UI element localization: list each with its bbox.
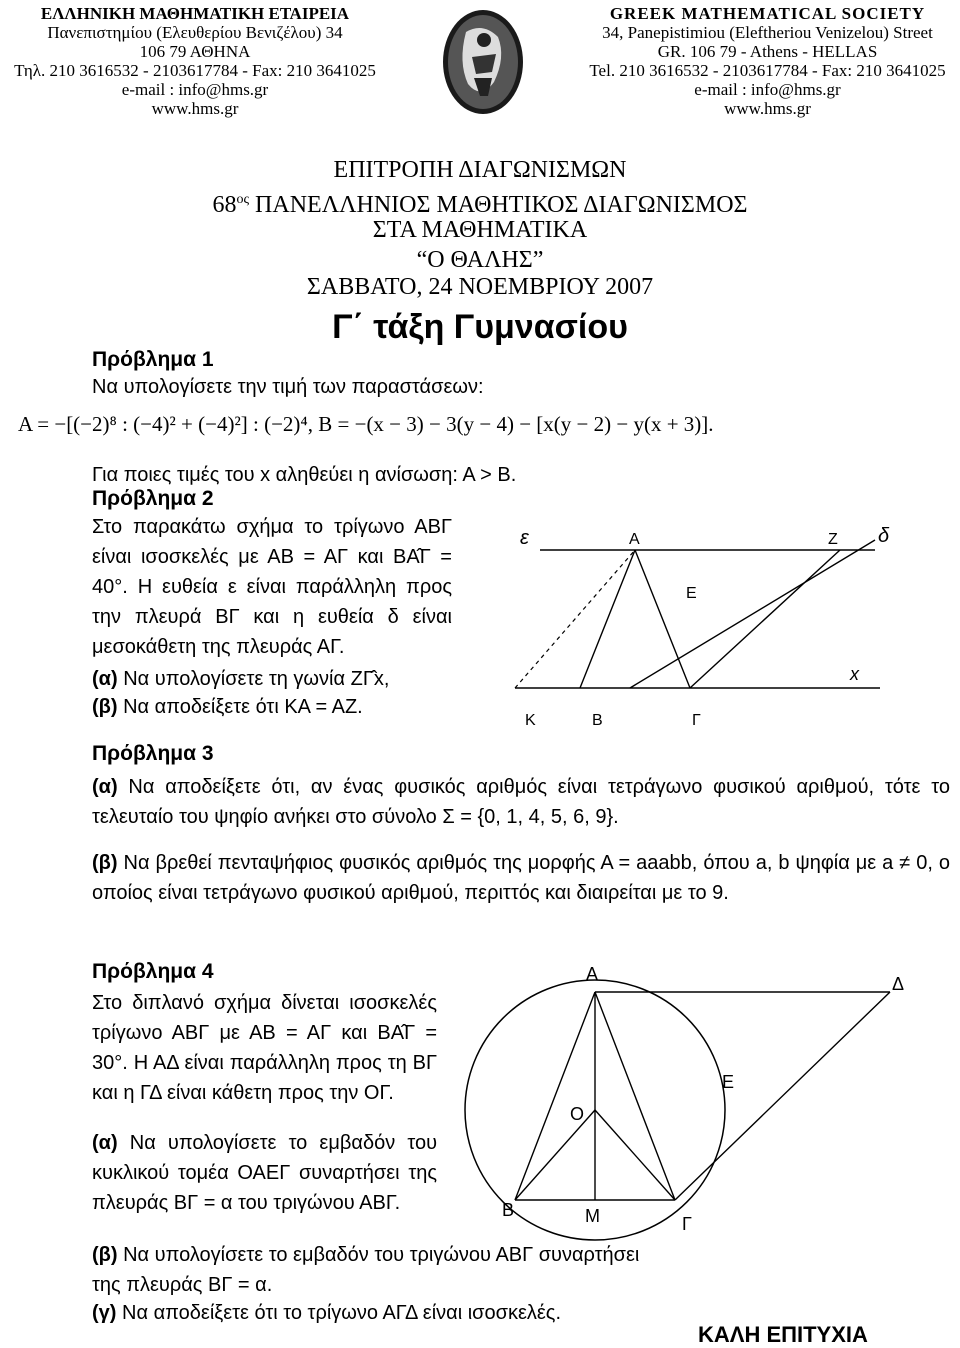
- problem2-part-a: [92, 664, 492, 694]
- part-b-label: (β): [92, 1244, 118, 1266]
- label-g: Γ: [682, 1214, 692, 1234]
- label-k: Κ: [525, 712, 536, 729]
- line-ka-dashed: [515, 550, 635, 688]
- line-ab: [580, 550, 635, 688]
- problem3-heading: Πρόβλημα 3: [92, 742, 214, 765]
- part-b-text: Να αποδείξετε ότι ΚΑ = ΑΖ.: [123, 696, 363, 718]
- label-a: Α: [629, 531, 640, 548]
- label-m: Μ: [585, 1206, 600, 1226]
- label-e: Ε: [722, 1072, 735, 1092]
- label-b: Β: [502, 1200, 515, 1220]
- part-c-label: (γ): [92, 1302, 117, 1324]
- line-ag: [595, 992, 675, 1200]
- label-o: Ο: [570, 1104, 585, 1124]
- address-greek: Πανεπιστημίου (Ελευθερίου Βενιζέλου) 34: [47, 23, 343, 42]
- label-a: Α: [586, 964, 599, 984]
- part-a-text: Να αποδείξετε ότι, αν ένας φυσικός αριθμός είναι τετράγωνο φυσικού αριθμού, τότε το τελευταίο του ψηφίο ανήκει στο σύνολο Σ = {0, 1, 4, 5, 6, 9}.: [92, 776, 950, 828]
- line-ag: [635, 550, 690, 688]
- problem1-question: Για ποιες τιμές του x αληθεύει η ανίσωση: Α > Β.: [92, 464, 517, 486]
- line-gd: [675, 992, 890, 1200]
- org-name-english: GREEK MATHEMATICAL SOCIETY: [609, 4, 926, 23]
- line-delta: [630, 540, 875, 688]
- competition-name: ΠΑΝΕΛΛΗΝΙΟΣ ΜΑΘΗΤΙΚΟΣ ΔΙΑΓΩΝΙΣΜΟΣ: [249, 192, 748, 218]
- line-og: [595, 1110, 675, 1200]
- society-logo: [436, 2, 531, 122]
- label-x: x: [850, 664, 859, 684]
- header-right: [575, 4, 960, 118]
- part-c-text: Να αποδείξετε ότι το τρίγωνο ΑΓΔ είναι ισοσκελές.: [122, 1302, 561, 1324]
- thales-title: “Ο ΘΑΛΗΣ”: [416, 247, 544, 273]
- grade-title: Γ΄ τάξη Γυμνασίου: [332, 308, 628, 346]
- problem2-figure: [500, 520, 920, 735]
- problem3-part-b: [92, 848, 950, 908]
- ordinal-suffix: ος: [236, 192, 250, 207]
- competition-number: 68: [212, 192, 237, 218]
- subject-title: ΣΤΑ ΜΑΘΗΜΑΤΙΚΑ: [372, 217, 588, 243]
- part-b-text: Να υπολογίσετε το εμβαδόν του τριγώνου ΑΒΓ συναρτήσει της πλευράς ΒΓ = α.: [92, 1244, 640, 1296]
- problem4-part-a: [92, 1128, 437, 1218]
- part-b-label: (β): [92, 696, 118, 718]
- problem4-text: Στο διπλανό σχήμα δίνεται ισοσκελές τρίγωνο ΑΒΓ με ΑΒ = ΑΓ και ΒΑ̂Γ = 30°. Η ΑΔ είναι παράλληλη προς τη ΒΓ και η ΓΔ είναι κάθετη προς την ΟΓ.: [92, 992, 437, 1104]
- problem4-figure: [440, 960, 950, 1250]
- city-english: GR. 106 79 - Athens - HELLAS: [657, 42, 878, 61]
- label-z: Ζ: [828, 531, 838, 548]
- email-english: e-mail : info@hms.gr: [694, 80, 841, 99]
- part-b-text: Να βρεθεί πενταψήφιος φυσικός αριθμός της μορφής Α = aaabb, όπου a, b ψηφία με a ≠ 0, ο οποίος είναι τετράγωνο φυσικού αριθμού, περιττός και διαιρείται με το 9.: [92, 852, 950, 904]
- problem2-text: Στο παρακάτω σχήμα το τρίγωνο ΑΒΓ είναι ισοσκελές με ΑΒ = ΑΓ και ΒΑ̂Γ = 40°. Η ευθεία ε είναι παράλληλη προς την πλευρά ΒΓ και η ευθεία δ είναι μεσοκάθετη της πλευράς ΑΓ.: [92, 516, 452, 658]
- header-left: [0, 4, 390, 118]
- problem4-heading: Πρόβλημα 4: [92, 960, 214, 983]
- org-name-greek: ΕΛΛΗΝΙΚΗ ΜΑΘΗΜΑΤΙΚΗ ΕΤΑΙΡΕΙΑ: [40, 4, 350, 23]
- problem2-heading: Πρόβλημα 2: [92, 487, 214, 510]
- part-a-label: (α): [92, 668, 118, 690]
- problem4-part-c: [92, 1298, 692, 1328]
- date-title: ΣΑΒΒΑΤΟ, 24 ΝΟΕΜΒΡΙΟΥ 2007: [306, 274, 654, 300]
- line-gz: [690, 550, 840, 688]
- good-luck: ΚΑΛΗ ΕΠΙΤΥΧΙΑ: [698, 1322, 868, 1347]
- part-b-label: (β): [92, 852, 118, 874]
- committee-title: ΕΠΙΤΡΟΠΗ ΔΙΑΓΩΝΙΣΜΩΝ: [333, 157, 627, 183]
- label-e: Ε: [686, 585, 697, 602]
- problem2-part-b: [92, 692, 492, 722]
- line-ab: [515, 992, 595, 1200]
- city-greek: 106 79 ΑΘΗΝΑ: [139, 42, 251, 61]
- problem1-expression: Α = −[(−2)⁸ : (−4)² + (−4)²] : (−2)⁴, Β = −(x − 3) − 3(y − 4) − [x(y − 2) − y(x + 3)].: [18, 412, 714, 436]
- label-delta: δ: [878, 525, 890, 547]
- part-a-text: Να υπολογίσετε τη γωνία ΖΓ̂x,: [123, 668, 390, 690]
- email-greek: e-mail : info@hms.gr: [121, 80, 269, 99]
- web-greek: www.hms.gr: [151, 99, 239, 118]
- problem1-heading: Πρόβλημα 1: [92, 348, 214, 371]
- phone-greek: Τηλ. 210 3616532 - 2103617784 - Fax: 210 3641025: [14, 61, 376, 80]
- address-english: 34, Panepistimiou (Eleftheriou Venizelou) Street: [602, 23, 933, 42]
- web-english: www.hms.gr: [724, 99, 811, 118]
- phone-english: Tel. 210 3616532 - 2103617784 - Fax: 210 3641025: [589, 61, 946, 80]
- label-eps: ε: [520, 527, 529, 549]
- part-a-label: (α): [92, 1132, 118, 1154]
- label-d: Δ: [892, 974, 905, 994]
- problem3-part-a: [92, 772, 950, 832]
- part-a-label: (α): [92, 776, 118, 798]
- label-b: Β: [592, 712, 603, 729]
- label-g: Γ: [692, 712, 701, 729]
- part-a-text: Να υπολογίσετε το εμβαδόν του κυκλικού τομέα ΟΑΕΓ συναρτήσει της πλευράς ΒΓ = α του τριγώνου ΑΒΓ.: [92, 1132, 438, 1214]
- problem1-intro: Να υπολογίσετε την τιμή των παραστάσεων:: [92, 376, 484, 398]
